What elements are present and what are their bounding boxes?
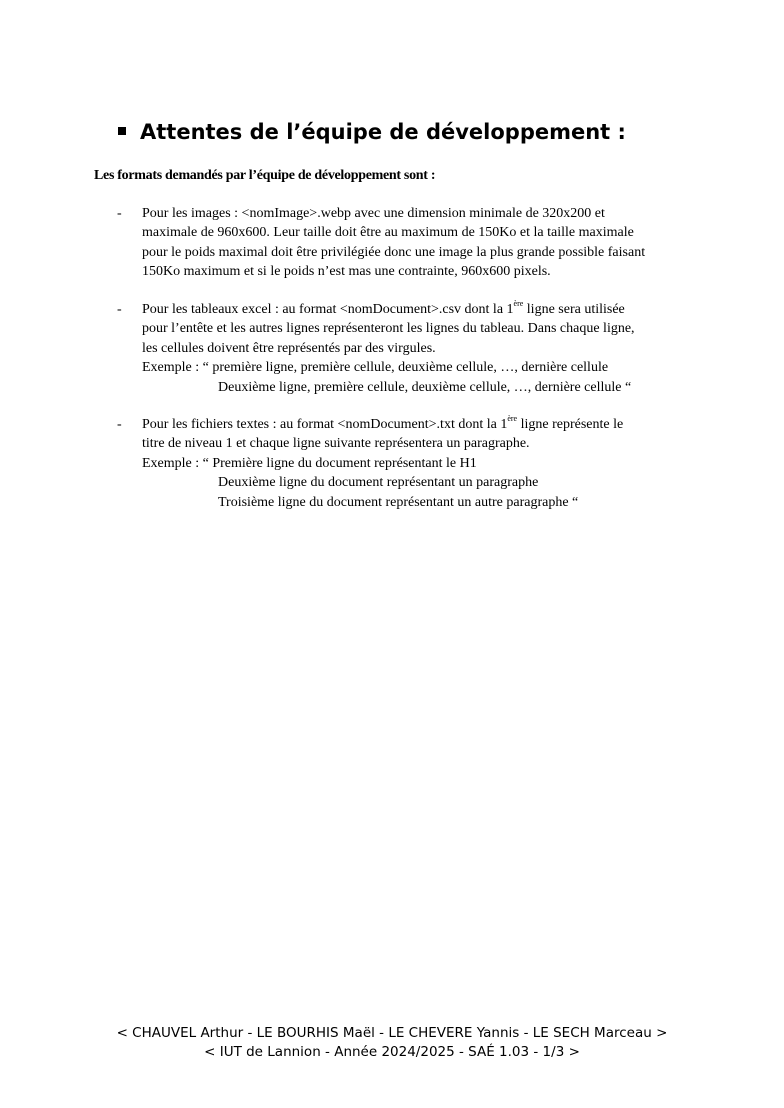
ordinal-superscript: ère [513,299,524,309]
dash-bullet: - [117,206,122,221]
item-text: ligne sera utilisée [523,302,625,317]
item-line [142,300,702,319]
example-line-indented: Deuxième ligne, première cellule, deuxième cellule, …, dernière cellule “ [218,379,632,395]
footer-info: < IUT de Lannion - Année 2024/2025 - SAÉ 1.03 - 1/3 > [204,1044,580,1060]
list-item-excel [117,299,702,397]
item-line: Pour les images : <nomImage>.webp avec une dimension minimale de 320x200 et [142,206,605,221]
subheading: Les formats demandés par l’équipe de développement sont : [94,168,436,183]
ordinal-superscript: ère [507,414,518,424]
item-line: pour le poids maximal doit être privilégiée donc une image la plus grande possible faisant [142,244,646,260]
section-title: Attentes de l’équipe de développement : [140,120,626,144]
item-text: Pour les tableaux excel : au format <nomDocument>.csv dont la 1 [142,302,514,317]
footer-authors: < CHAUVEL Arthur - LE BOURHIS Maël - LE CHEVERE Yannis - LE SECH Marceau > [116,1025,668,1041]
dash-bullet: - [117,302,122,317]
square-bullet-icon [118,127,126,135]
example-line-indented: Deuxième ligne du document représentant un paragraphe [218,475,539,491]
example-line: Exemple : “ première ligne, première cellule, deuxième cellule, …, dernière cellule [142,360,609,376]
list-item-text-files [117,414,702,512]
page-footer [0,1024,784,1062]
example-line: Exemple : “ Première ligne du document représentant le H1 [142,455,477,471]
dash-bullet: - [117,417,122,432]
item-text: ligne représente le [517,417,624,432]
item-line: titre de niveau 1 et chaque ligne suivante représentera un paragraphe. [142,436,530,452]
item-line: 150Ko maximum et si le poids n’est mas une contrainte, 960x600 pixels. [142,264,551,280]
item-line: pour l’entête et les autres lignes représenteront les lignes du tableau. Dans chaque ligne, [142,321,635,337]
item-line: les cellules doivent être représentés par des virgules. [142,340,436,356]
section-heading [118,117,626,147]
item-text: Pour les fichiers textes : au format <nomDocument>.txt dont la 1 [142,417,508,432]
item-line: maximale de 960x600. Leur taille doit être au maximum de 150Ko et la taille maximale [142,225,634,241]
item-line [142,415,702,434]
example-line-indented: Troisième ligne du document représentant un autre paragraphe “ [218,494,579,510]
list-item-images [117,204,702,282]
